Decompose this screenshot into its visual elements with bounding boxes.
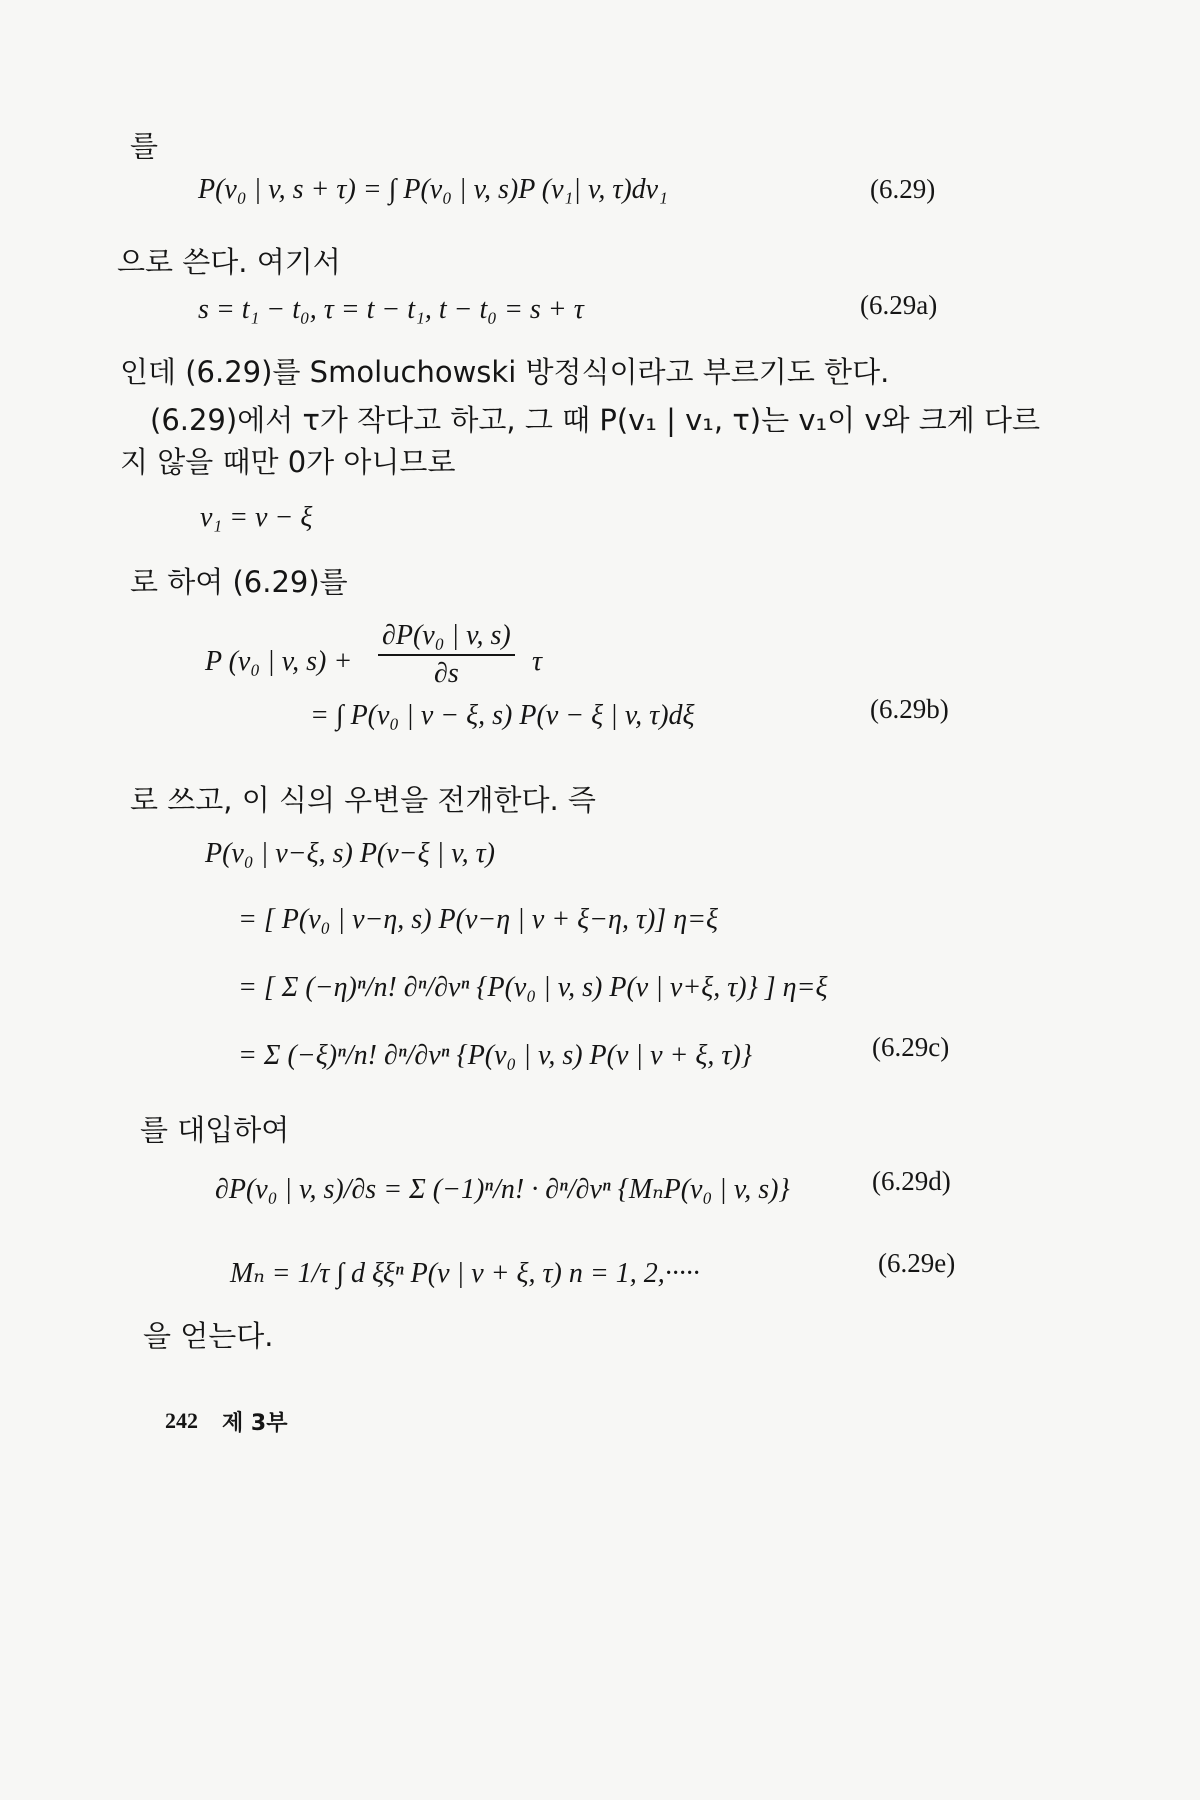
equation-number: (6.29c)	[872, 1032, 950, 1062]
equation-number: (6.29e)	[878, 1248, 956, 1278]
denominator: ∂s	[433, 658, 459, 689]
text-line: 를	[130, 129, 159, 163]
text-line: 으로 쓴다. 여기서	[117, 245, 341, 279]
page-number: 242	[165, 1408, 198, 1433]
equation-6-29e: Mₙ = 1/τ ∫ d ξξⁿ P(v | v + ξ, τ) n = 1, 2,·····	[230, 1258, 700, 1289]
part-label: 제 3부	[222, 1411, 288, 1436]
text-line: 를 대입하여	[140, 1113, 290, 1147]
equation-6-29b-lhs: P (v₀ | v, s) +	[205, 646, 353, 677]
equation-number: (6.29a)	[860, 290, 938, 320]
fraction-dp-ds	[378, 620, 515, 690]
text-line: 로 하여 (6.29)를	[130, 565, 348, 599]
equation-6-29c-line3: = [ Σ (−η)ⁿ/n! ∂ⁿ/∂vⁿ {P(v₀ | v, s) P(v | v+ξ, τ)} ] η=ξ	[238, 972, 828, 1003]
equation-v1: v₁ = v − ξ	[200, 502, 313, 533]
equation-6-29: P(v₀ | v, s + τ) = ∫ P(v₀ | v, s)P (v₁| v, τ)dv₁	[198, 174, 668, 205]
equation-6-29d: ∂P(v₀ | v, s)/∂s = Σ (−1)ⁿ/n! · ∂ⁿ/∂vⁿ {MₙP(v₀ | v, s)}	[215, 1174, 790, 1205]
text-line: 인데 (6.29)를 Smoluchowski 방정식이라고 부르기도 한다.	[120, 355, 890, 389]
equation-6-29c-line4: = Σ (−ξ)ⁿ/n! ∂ⁿ/∂vⁿ {P(v₀ | v, s) P(v | v + ξ, τ)}	[238, 1040, 752, 1071]
equation-number: (6.29d)	[872, 1166, 951, 1196]
equation-number: (6.29b)	[870, 694, 949, 724]
text-line: 로 쓰고, 이 식의 우변을 전개한다. 즉	[130, 783, 596, 817]
equation-6-29b-rhs: = ∫ P(v₀ | v − ξ, s) P(v − ξ | v, τ)dξ	[310, 700, 695, 731]
text-line: 을 얻는다.	[143, 1319, 274, 1353]
equation-6-29c-line1: P(v₀ | v−ξ, s) P(v−ξ | v, τ)	[205, 838, 495, 869]
text-line: 지 않을 때만 0가 아니므로	[120, 445, 456, 479]
numerator: ∂P(v₀ | v, s)	[378, 620, 515, 656]
equation-number: (6.29)	[870, 174, 936, 204]
text-line: (6.29)에서 τ가 작다고 하고, 그 때 P(v₁ | v₁, τ)는 v₁이 v와 크게 다르	[150, 403, 1041, 437]
equation-6-29a: s = t₁ − t₀, τ = t − t₁, t − t₀ = s + τ	[198, 294, 584, 325]
tau-symbol: τ	[532, 646, 543, 677]
equation-6-29c-line2: = [ P(v₀ | v−η, s) P(v−η | v + ξ−η, τ)] η=ξ	[238, 904, 718, 935]
